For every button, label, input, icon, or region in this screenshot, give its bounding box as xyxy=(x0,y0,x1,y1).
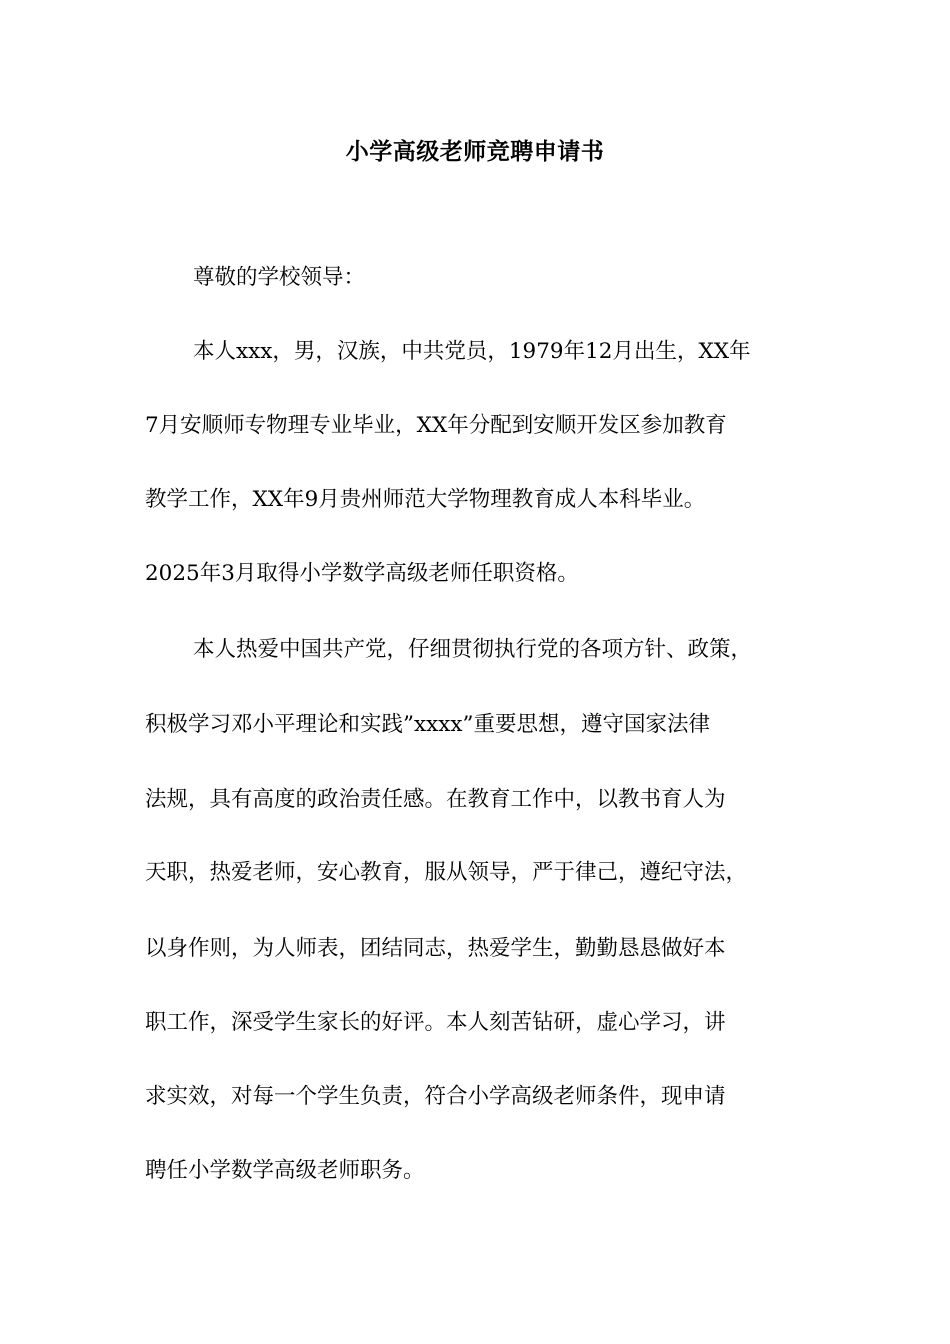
paragraph2-line-2: 积极学习邓小平理论和实践”xxxx”重要思想，遵守国家法律 xyxy=(145,712,710,737)
paragraph2-line-7: 求实效，对每一个学生负责，符合小学高级老师条件，现申请 xyxy=(145,1084,726,1109)
paragraph2-line-3: 法规，具有高度的政治责任感。在教育工作中，以教书育人为 xyxy=(145,787,726,812)
paragraph2-line-6: 职工作，深受学生家长的好评。本人刻苦钻研，虚心学习，讲 xyxy=(145,1010,726,1035)
paragraph1-line-4: 2025年3月取得小学数学高级老师任职资格。 xyxy=(145,561,579,586)
salutation: 尊敬的学校领导： xyxy=(193,265,366,290)
paragraph1-line-2: 7月安顺师专物理专业毕业，XX年分配到安顺开发区参加教育 xyxy=(145,413,727,438)
paragraph2-line-5: 以身作则，为人师表，团结同志，热爱学生，勤勤恳恳做好本 xyxy=(145,936,726,961)
paragraph2-line-8: 聘任小学数学高级老师职务。 xyxy=(145,1158,425,1183)
paragraph2-line-4: 天职，热爱老师，安心教育，服从领导，严于律己，遵纪守法， xyxy=(145,860,748,885)
paragraph2-line-1: 本人热爱中国共产党，仔细贯彻执行党的各项方针、政策， xyxy=(193,637,753,662)
paragraph1-line-1: 本人xxx，男，汉族，中共党员，1979年12月出生，XX年 xyxy=(193,339,751,364)
document-title: 小学高级老师竞聘申请书 xyxy=(345,138,605,165)
paragraph1-line-3: 教学工作，XX年9月贵州师范大学物理教育成人本科毕业。 xyxy=(145,487,706,512)
